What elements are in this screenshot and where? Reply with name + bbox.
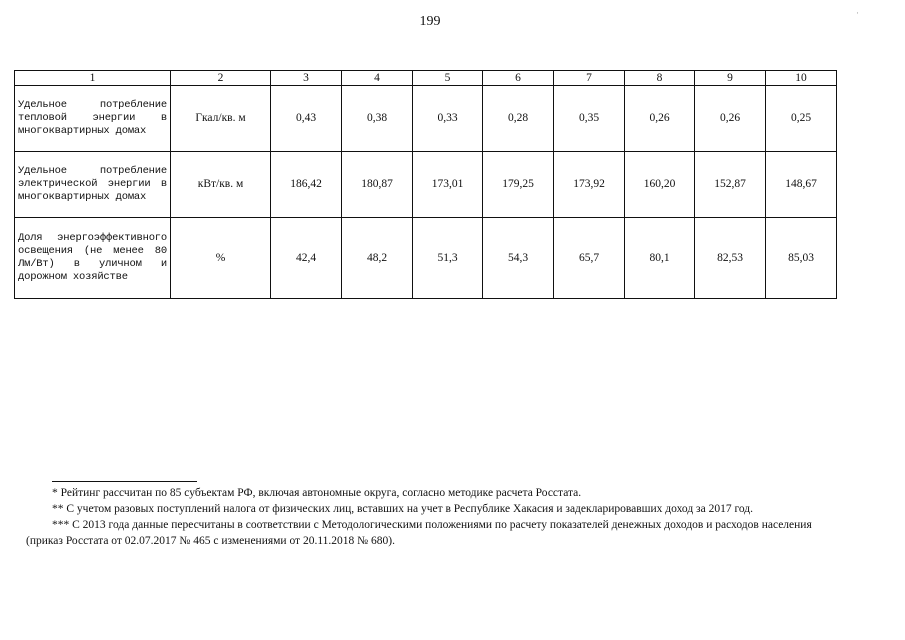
- footnote: ** С учетом разовых поступлений налога от физических лиц, вставших на учет в Республике Хакасия и задекларировавших доход за 2017 год.: [52, 503, 754, 515]
- value-cell: 173,92: [554, 152, 625, 218]
- value-cell: 0,26: [695, 86, 766, 152]
- value-cell: 0,25: [766, 86, 837, 152]
- value-cell: 148,67: [766, 152, 837, 218]
- column-header: 4: [342, 71, 413, 86]
- column-header: 2: [171, 71, 271, 86]
- value-cell: 160,20: [625, 152, 695, 218]
- table-row: [15, 152, 837, 218]
- value-cell: 85,03: [766, 218, 837, 299]
- column-header: 9: [695, 71, 766, 86]
- column-header: 6: [483, 71, 554, 86]
- footnote: *** С 2013 года данные пересчитаны в соответствии с Методологическими положениями по расчету показателей денежных доходов и расходов населения (приказ Росстата от 02.07.2017 № 465 с изменениями от 20.11.2018 № 680).: [26, 519, 812, 547]
- value-cell: 186,42: [271, 152, 342, 218]
- column-header: 1: [15, 71, 171, 86]
- table-row: [15, 218, 837, 299]
- column-header: 8: [625, 71, 695, 86]
- table-row: [15, 86, 837, 152]
- value-cell: 0,28: [483, 86, 554, 152]
- unit-cell: кВт/кв. м: [171, 152, 271, 218]
- footnote-divider: [52, 481, 197, 482]
- value-cell: 173,01: [413, 152, 483, 218]
- unit-cell: Гкал/кв. м: [171, 86, 271, 152]
- value-cell: 180,87: [342, 152, 413, 218]
- corner-mark: ·: [856, 8, 859, 18]
- page-number: 199: [419, 14, 441, 29]
- table-header-row: [15, 71, 837, 86]
- value-cell: 0,38: [342, 86, 413, 152]
- value-cell: 0,43: [271, 86, 342, 152]
- value-cell: 80,1: [625, 218, 695, 299]
- indicator-cell: Удельное потребление тепловой энергии в многоквартирных домах: [15, 86, 171, 152]
- value-cell: 179,25: [483, 152, 554, 218]
- value-cell: 65,7: [554, 218, 625, 299]
- column-header: 10: [766, 71, 837, 86]
- value-cell: 82,53: [695, 218, 766, 299]
- footnote: * Рейтинг рассчитан по 85 субъектам РФ, включая автономные округа, согласно методике расчета Росстата.: [52, 487, 582, 499]
- column-header: 5: [413, 71, 483, 86]
- column-header: 7: [554, 71, 625, 86]
- value-cell: 51,3: [413, 218, 483, 299]
- unit-cell: %: [171, 218, 271, 299]
- value-cell: 48,2: [342, 218, 413, 299]
- indicator-cell: Доля энергоэффективного освещения (не менее 80 Лм/Вт) в уличном и дорожном хозяйстве: [15, 218, 171, 299]
- indicators-table: [14, 70, 837, 299]
- value-cell: 152,87: [695, 152, 766, 218]
- value-cell: 54,3: [483, 218, 554, 299]
- value-cell: 0,35: [554, 86, 625, 152]
- footnotes: [26, 485, 838, 549]
- indicator-cell: Удельное потребление электрической энергии в многоквартирных домах: [15, 152, 171, 218]
- value-cell: 0,26: [625, 86, 695, 152]
- value-cell: 0,33: [413, 86, 483, 152]
- column-header: 3: [271, 71, 342, 86]
- value-cell: 42,4: [271, 218, 342, 299]
